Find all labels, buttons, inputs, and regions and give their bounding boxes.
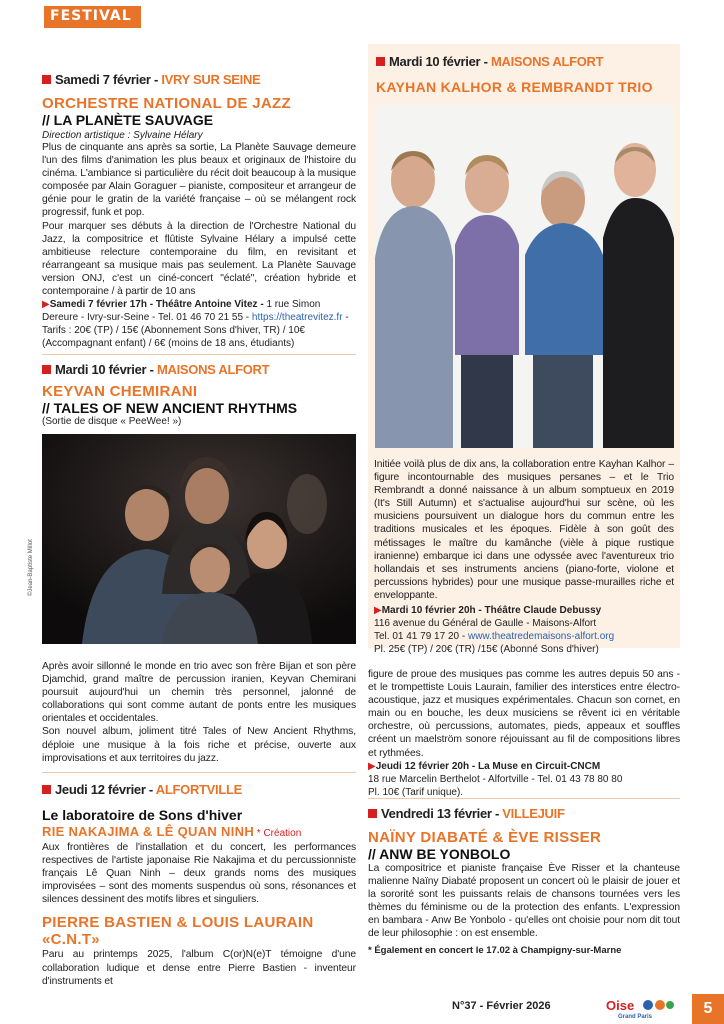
section-tag: FESTIVAL: [44, 6, 141, 28]
event-venue: ▶Samedi 7 février 17h - Théâtre Antoine Vitez - 1 rue Simon Dereure - Ivry-sur-Seine - Tel. 01 46 70 21 55 - https://theatrevitez.fr - Tarifs : 20€ (TP) / 15€ (Abonnement Sons d'hiver, TR) / 10€ (Accompagnant enfant) / 6€ (moins de 18 ans, étudiants): [42, 299, 349, 350]
event-title: // LA PLANÈTE SAUVAGE: [42, 112, 214, 128]
event-text: Initiée voilà plus de dix ans, la collaboration entre Kayhan Kalhor – figure incontournable des musiques persanes – et le Trio Rembrandt a donné naissance à un album somptueux en 2019 (It's Still Autumn) et s'actualise aujourd'hui sur scène, où les musiciens poursuivent un dialogue hors du commun entre les traditions musicales et les époques. Fidèle à son goût des métissages le maître du kamânche (vièle à pique rustique iranienne) embarque ici dans une odyssée avec l'aventureux trio hollandais et ses instruments anciens (piano-forte, violone et percussions hybrides) pour une musique passe-murailles riche et enveloppante.: [374, 459, 674, 601]
event-artist: KAYHAN KALHOR & REMBRANDT TRIO: [376, 79, 653, 95]
page-number: 5: [692, 994, 724, 1024]
event-artist: KEYVAN CHEMIRANI: [42, 383, 198, 400]
event-note: * Également en concert le 17.02 à Champigny-sur-Marne: [368, 944, 622, 956]
event-chemirani: [42, 362, 356, 427]
event-title-2: «C.N.T»: [42, 931, 100, 949]
event-text-2: Pour marquer ses débuts à la direction de l'Orchestre National du Jazz, la compositrice et flûtiste Sylvaine Hélary a impulsé cette ambitieuse relecture contemporaine du film, en revisitant et réarrangeant sa musique mais pas seulement. La Planète Sauvage version ONJ, c'est un ciné-concert "éclaté", création hybride et contemporaine / à partir de 10 ans: [42, 220, 356, 298]
event-date: Mardi 10 février - MAISONS ALFORT: [42, 362, 356, 377]
event-villejuif: [368, 806, 680, 956]
venue-link[interactable]: www.theatredemaisons-alfort.org: [467, 631, 615, 643]
event-kalhor-text: [368, 458, 680, 656]
venue-link[interactable]: https://theatrevitez.fr: [251, 312, 343, 324]
play-arrow-icon: ▶: [42, 299, 50, 311]
event-chemirani-text: [42, 660, 356, 765]
magazine-logo: [604, 997, 678, 1019]
logo-text: Oise: [606, 998, 635, 1013]
event-text-2: Son nouvel album, joliment titré Tales of New Ancient Rhythms, déploie une musique à la fois riche et précise, ouverte aux improvisations et aux territoires du jazz.: [42, 726, 356, 764]
divider: [42, 772, 356, 773]
event-credit: Direction artistique : Sylvaine Hélary: [42, 130, 203, 141]
event-date: Vendredi 13 février - VILLEJUIF: [368, 806, 680, 821]
event-text-3: figure de proue des musiques pas comme les autres depuis 50 ans - et le trompettiste Louis Laurain, familier des interstices entre électro-acoustique, jazz et musiques expérimentales. Chacun son cornet, en main ou en bouche, les deux musiciens se rêvent ici en véritable orchestre, où percussions, automates, pieds, appeaux et souffles créent un maelström sonore réjouissant au fil de compositions libres et rythmées.: [368, 669, 680, 759]
bullet-square-icon: [42, 785, 51, 794]
event-artist-2: PIERRE BASTIEN & LOUIS LAURAIN: [42, 914, 314, 932]
photo-chemirani: [42, 434, 356, 644]
event-text: La compositrice et pianiste française Ève Risser et la chanteuse malienne Naïny Diabaté proposent un concert où le plaisir de jouer et la sororité sont les puissants relais de chansons tournées vers les thèmes du féminisme ou de la protection des enfants. L'expression en bambara - Anw Be Yonbolo - qu'elles ont choisie pour nom dit tout de leur philosophie : on est ensemble.: [368, 863, 680, 940]
photo-kalhor: [375, 105, 674, 448]
event-venue: ▶Mardi 10 février 20h - Théâtre Claude Debussy 116 avenue du Général de Gaulle - Maisons-Alfort Tel. 01 41 79 17 20 - www.theatredemaisons-alfort.org Pl. 25€ (TP) / 20€ (TR) /15€ (Abonné Sons d'hiver): [374, 605, 615, 656]
event-alfortville: [42, 782, 356, 988]
photo-credit: ©Jean-Baptiste Millot: [28, 539, 34, 596]
bullet-square-icon: [42, 365, 51, 374]
event-artist: ORCHESTRE NATIONAL DE JAZZ: [42, 95, 291, 112]
event-title: // ANW BE YONBOLO: [368, 846, 511, 862]
bullet-square-icon: [42, 75, 51, 84]
event-artist: RIE NAKAJIMA & LÊ QUAN NINH: [42, 824, 255, 839]
event-alfortville-cont: [368, 668, 680, 799]
creation-label: * Création: [254, 828, 302, 839]
event-venue: ▶Jeudi 12 février 20h - La Muse en Circuit-CNCM 18 rue Marcelin Berthelot - Alfortville - Tel. 01 43 78 80 80 Pl. 10€ (Tarif unique).: [368, 760, 623, 798]
divider: [368, 798, 680, 799]
bullet-square-icon: [376, 57, 385, 66]
event-kalhor: [368, 54, 680, 96]
event-onj: [42, 72, 356, 350]
issue-number: N°37 - Février 2026: [452, 1000, 551, 1012]
divider: [42, 354, 356, 355]
event-title: // TALES OF NEW ANCIENT RHYTHMS: [42, 400, 298, 416]
event-sub: (Sortie de disque « PeeWee! »): [42, 416, 182, 427]
logo-sub: Grand Paris: [618, 1014, 653, 1019]
event-artist-line: [42, 823, 356, 841]
play-arrow-icon: ▶: [368, 760, 376, 772]
event-text: Plus de cinquante ans après sa sortie, La Planète Sauvage demeure l'un des films d'animation les plus beaux et originaux de l'histoire du cinéma. L'ambiance si particulière du récit doit beaucoup à la musique composée par Alain Goraguer – pianiste, compositeur et arrangeur de génie pour le gratin de la variété française – où se mélangent rock progressif, funk et pop.: [42, 142, 356, 219]
bullet-square-icon: [368, 809, 377, 818]
event-date: Mardi 10 février - MAISONS ALFORT: [376, 54, 672, 69]
event-text-2: Paru au printemps 2025, l'album C(or)N(e)T témoigne d'une collaboration ludique et dense entre Pierre Bastien - inventeur d'instruments et: [42, 949, 356, 987]
event-date: Jeudi 12 février - ALFORTVILLE: [42, 782, 356, 797]
event-text: Après avoir sillonné le monde en trio avec son frère Bijan et son père Djamchid, grand maître de percussion iranien, Keyvan Chemirani poursuit aujourd'hui un chemin très personnel, jalonné de collaborations qui sont comme autant de ponts entre les musiques orientales et occidentales.: [42, 661, 356, 725]
play-arrow-icon: ▶: [374, 605, 382, 617]
event-heading: Le laboratoire de Sons d'hiver: [42, 807, 243, 823]
event-date: Samedi 7 février - IVRY SUR SEINE: [42, 72, 356, 87]
event-text: Aux frontières de l'installation et du concert, les performances respectives de l'artiste japonaise Rie Nakajima et du percussionniste français Lê Quan Ninh – deux grands noms des musiques improvisées – sont des moments suspendus où sons, résonances et silences dessinent des motifs libres et singuliers.: [42, 842, 356, 906]
event-artist: NAÏNY DIABATÉ & ÈVE RISSER: [368, 829, 602, 846]
